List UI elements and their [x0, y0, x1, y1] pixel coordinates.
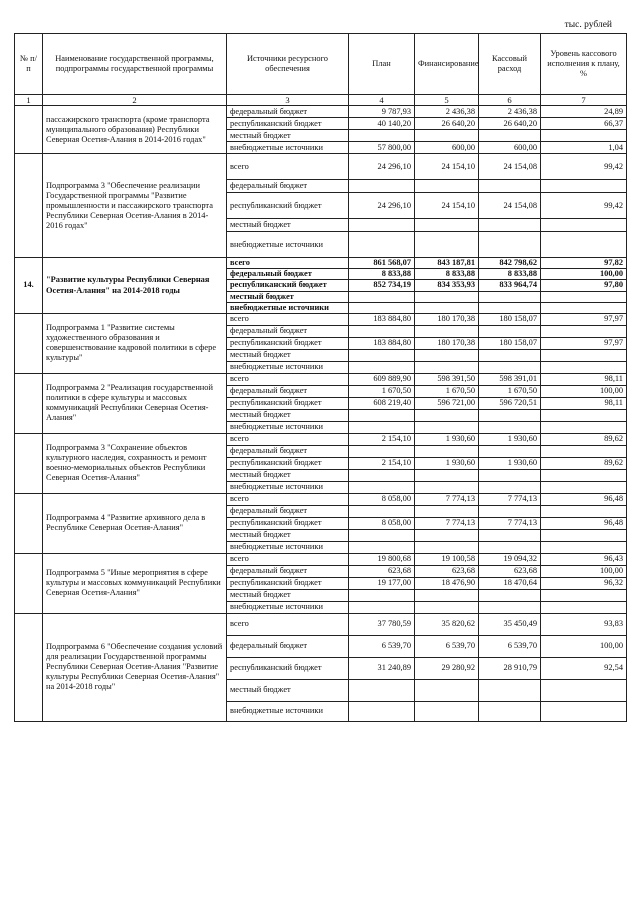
- level-cell: [541, 481, 627, 493]
- financing-cell: 598 391,50: [415, 373, 479, 385]
- plan-cell: [349, 679, 415, 701]
- plan-cell: [349, 219, 415, 232]
- plan-cell: 8 058,00: [349, 493, 415, 505]
- level-cell: 97,80: [541, 280, 627, 291]
- financing-cell: 180 170,38: [415, 313, 479, 325]
- financing-cell: 24 154,10: [415, 193, 479, 219]
- col-header-num: № п/п: [15, 34, 43, 95]
- financing-cell: 29 280,92: [415, 657, 479, 679]
- level-cell: 97,97: [541, 313, 627, 325]
- plan-cell: [349, 232, 415, 258]
- source-cell: внебюджетные источники: [227, 541, 349, 553]
- source-cell: федеральный бюджет: [227, 106, 349, 118]
- plan-cell: 8 058,00: [349, 517, 415, 529]
- source-cell: республиканский бюджет: [227, 517, 349, 529]
- cash-cell: 35 450,49: [479, 613, 541, 635]
- cash-cell: 842 798,62: [479, 258, 541, 269]
- level-cell: [541, 349, 627, 361]
- plan-cell: 609 889,90: [349, 373, 415, 385]
- level-cell: 100,00: [541, 385, 627, 397]
- level-cell: [541, 232, 627, 258]
- cash-cell: [479, 541, 541, 553]
- plan-cell: 861 568,07: [349, 258, 415, 269]
- source-cell: местный бюджет: [227, 589, 349, 601]
- level-cell: [541, 180, 627, 193]
- col-header-level: Уровень кассового исполнения к плану, %: [541, 34, 627, 95]
- financing-cell: [415, 409, 479, 421]
- source-cell: внебюджетные источники: [227, 701, 349, 721]
- financing-cell: [415, 589, 479, 601]
- source-cell: местный бюджет: [227, 349, 349, 361]
- row-number: [15, 313, 43, 373]
- source-cell: федеральный бюджет: [227, 565, 349, 577]
- plan-cell: 19 800,68: [349, 553, 415, 565]
- level-cell: 96,48: [541, 517, 627, 529]
- plan-cell: 40 140,20: [349, 118, 415, 130]
- table-row: [15, 373, 627, 385]
- column-number: 3: [227, 95, 349, 106]
- plan-cell: 37 780,59: [349, 613, 415, 635]
- level-cell: 99,42: [541, 193, 627, 219]
- plan-cell: 9 787,93: [349, 106, 415, 118]
- financing-cell: [415, 679, 479, 701]
- plan-cell: 31 240,89: [349, 657, 415, 679]
- row-number: [15, 553, 43, 613]
- cash-cell: 7 774,13: [479, 517, 541, 529]
- source-cell: внебюджетные источники: [227, 142, 349, 154]
- level-cell: [541, 130, 627, 142]
- financing-cell: 843 187,81: [415, 258, 479, 269]
- cash-cell: 6 539,70: [479, 635, 541, 657]
- col-header-name: Наименование государственной программы, подпрограммы государственной программы: [43, 34, 227, 95]
- level-cell: [541, 302, 627, 313]
- level-cell: 96,48: [541, 493, 627, 505]
- source-cell: федеральный бюджет: [227, 505, 349, 517]
- plan-cell: 623,68: [349, 565, 415, 577]
- plan-cell: [349, 481, 415, 493]
- plan-cell: [349, 589, 415, 601]
- cash-cell: [479, 601, 541, 613]
- plan-cell: 183 884,80: [349, 337, 415, 349]
- level-cell: [541, 601, 627, 613]
- table-row: [15, 154, 627, 180]
- source-cell: всего: [227, 373, 349, 385]
- source-cell: местный бюджет: [227, 529, 349, 541]
- cash-cell: 180 158,07: [479, 313, 541, 325]
- level-cell: 99,42: [541, 154, 627, 180]
- level-cell: 100,00: [541, 565, 627, 577]
- program-name: Подпрограмма 5 "Иные мероприятия в сфере культуры и массовых коммуникаций Республики Северная Осетия-Алания": [43, 553, 227, 613]
- row-number: [15, 433, 43, 493]
- table-row: [15, 258, 627, 269]
- financing-cell: [415, 481, 479, 493]
- source-cell: местный бюджет: [227, 469, 349, 481]
- plan-cell: 608 219,40: [349, 397, 415, 409]
- level-cell: 89,62: [541, 457, 627, 469]
- cash-cell: [479, 701, 541, 721]
- column-number: 4: [349, 95, 415, 106]
- plan-cell: [349, 505, 415, 517]
- execution-table: [14, 33, 627, 722]
- financing-cell: 19 100,58: [415, 553, 479, 565]
- cash-cell: [479, 349, 541, 361]
- financing-cell: [415, 601, 479, 613]
- plan-cell: 183 884,80: [349, 313, 415, 325]
- level-cell: 66,37: [541, 118, 627, 130]
- financing-cell: 1 930,60: [415, 433, 479, 445]
- source-cell: внебюджетные источники: [227, 481, 349, 493]
- source-cell: местный бюджет: [227, 679, 349, 701]
- source-cell: республиканский бюджет: [227, 657, 349, 679]
- cash-cell: [479, 469, 541, 481]
- plan-cell: [349, 421, 415, 433]
- source-cell: всего: [227, 553, 349, 565]
- level-cell: 97,82: [541, 258, 627, 269]
- cash-cell: [479, 481, 541, 493]
- financing-cell: [415, 325, 479, 337]
- level-cell: [541, 529, 627, 541]
- level-cell: 89,62: [541, 433, 627, 445]
- cash-cell: 598 391,01: [479, 373, 541, 385]
- financing-cell: 2 436,38: [415, 106, 479, 118]
- level-cell: 1,04: [541, 142, 627, 154]
- source-cell: федеральный бюджет: [227, 325, 349, 337]
- level-cell: [541, 589, 627, 601]
- financing-cell: 1 930,60: [415, 457, 479, 469]
- plan-cell: 57 800,00: [349, 142, 415, 154]
- program-name: Подпрограмма 6 "Обеспечение создания условий для реализации Государственной программы Республики Северная Осетия-Алания "Развитие культуры Республики Северная Осетия-Алания" на 2014-2018 годы": [43, 613, 227, 721]
- table-row: [15, 106, 627, 118]
- level-cell: 93,83: [541, 613, 627, 635]
- financing-cell: [415, 541, 479, 553]
- source-cell: внебюджетные источники: [227, 232, 349, 258]
- level-cell: [541, 469, 627, 481]
- level-cell: [541, 701, 627, 721]
- plan-cell: [349, 529, 415, 541]
- source-cell: федеральный бюджет: [227, 445, 349, 457]
- source-cell: местный бюджет: [227, 219, 349, 232]
- financing-cell: [415, 232, 479, 258]
- row-number: [15, 373, 43, 433]
- cash-cell: [479, 445, 541, 457]
- cash-cell: [479, 529, 541, 541]
- program-name: Подпрограмма 4 "Развитие архивного дела в Республике Северная Осетия-Алания": [43, 493, 227, 553]
- cash-cell: 24 154,08: [479, 193, 541, 219]
- cash-cell: [479, 180, 541, 193]
- cash-cell: 596 720,51: [479, 397, 541, 409]
- row-number: 14.: [15, 258, 43, 313]
- cash-cell: 1 930,60: [479, 433, 541, 445]
- column-number: 2: [43, 95, 227, 106]
- plan-cell: [349, 130, 415, 142]
- cash-cell: 180 158,07: [479, 337, 541, 349]
- column-number: 1: [15, 95, 43, 106]
- financing-cell: [415, 701, 479, 721]
- level-cell: [541, 219, 627, 232]
- program-name: Подпрограмма 2 "Реализация государственной политики в сфере культуры и массовых коммуникаций Республики Северная Осетия-Алания": [43, 373, 227, 433]
- plan-cell: [349, 302, 415, 313]
- cash-cell: [479, 409, 541, 421]
- cash-cell: [479, 219, 541, 232]
- unit-label: тыс. рублей: [564, 20, 612, 30]
- level-cell: [541, 421, 627, 433]
- column-number: 7: [541, 95, 627, 106]
- source-cell: республиканский бюджет: [227, 118, 349, 130]
- financing-cell: [415, 469, 479, 481]
- level-cell: 98,11: [541, 397, 627, 409]
- plan-cell: 6 539,70: [349, 635, 415, 657]
- cash-cell: 19 094,32: [479, 553, 541, 565]
- cash-cell: 1 670,50: [479, 385, 541, 397]
- source-cell: местный бюджет: [227, 409, 349, 421]
- source-cell: республиканский бюджет: [227, 193, 349, 219]
- plan-cell: [349, 701, 415, 721]
- row-number: [15, 154, 43, 258]
- plan-cell: 24 296,10: [349, 154, 415, 180]
- plan-cell: 19 177,00: [349, 577, 415, 589]
- source-cell: республиканский бюджет: [227, 337, 349, 349]
- plan-cell: 8 833,88: [349, 269, 415, 280]
- financing-cell: [415, 505, 479, 517]
- cash-cell: 623,68: [479, 565, 541, 577]
- table-row: [15, 613, 627, 635]
- table-row: [15, 493, 627, 505]
- financing-cell: [415, 361, 479, 373]
- source-cell: федеральный бюджет: [227, 269, 349, 280]
- source-cell: местный бюджет: [227, 130, 349, 142]
- level-cell: 24,89: [541, 106, 627, 118]
- source-cell: федеральный бюджет: [227, 635, 349, 657]
- plan-cell: 24 296,10: [349, 193, 415, 219]
- financing-cell: 1 670,50: [415, 385, 479, 397]
- plan-cell: [349, 180, 415, 193]
- financing-cell: [415, 445, 479, 457]
- level-cell: 97,97: [541, 337, 627, 349]
- financing-cell: 180 170,38: [415, 337, 479, 349]
- col-header-source: Источники ресурсного обеспечения: [227, 34, 349, 95]
- plan-cell: [349, 445, 415, 457]
- cash-cell: [479, 505, 541, 517]
- cash-cell: [479, 589, 541, 601]
- plan-cell: 2 154,10: [349, 457, 415, 469]
- level-cell: 92,54: [541, 657, 627, 679]
- cash-cell: 18 470,64: [479, 577, 541, 589]
- financing-cell: 834 353,93: [415, 280, 479, 291]
- plan-cell: [349, 349, 415, 361]
- financing-cell: [415, 130, 479, 142]
- plan-cell: 2 154,10: [349, 433, 415, 445]
- source-cell: всего: [227, 613, 349, 635]
- level-cell: [541, 505, 627, 517]
- cash-cell: 2 436,38: [479, 106, 541, 118]
- financing-cell: 7 774,13: [415, 517, 479, 529]
- program-name: пассажирского транспорта (кроме транспорта муниципального образования) Республики Северная Осетия-Алания в 2014-2016 годах": [43, 106, 227, 154]
- level-cell: [541, 409, 627, 421]
- cash-cell: [479, 361, 541, 373]
- cash-cell: [479, 421, 541, 433]
- cash-cell: [479, 130, 541, 142]
- cash-cell: [479, 291, 541, 302]
- source-cell: республиканский бюджет: [227, 280, 349, 291]
- financing-cell: [415, 219, 479, 232]
- column-number: 6: [479, 95, 541, 106]
- financing-cell: 8 833,88: [415, 269, 479, 280]
- level-cell: [541, 361, 627, 373]
- financing-cell: [415, 421, 479, 433]
- source-cell: местный бюджет: [227, 291, 349, 302]
- plan-cell: [349, 601, 415, 613]
- row-number: [15, 493, 43, 553]
- financing-cell: 35 820,62: [415, 613, 479, 635]
- cash-cell: [479, 232, 541, 258]
- source-cell: всего: [227, 258, 349, 269]
- program-name: Подпрограмма 3 "Обеспечение реализации Государственной программы "Развитие промышленности и пассажирского транспорта Республики Северная Осетия-Алания в 2014-2016 годах": [43, 154, 227, 258]
- financing-cell: [415, 529, 479, 541]
- program-name: Подпрограмма 3 "Сохранение объектов культурного наследия, сохранность и ремонт военно-мемориальных объектов Республики Северная Осетия-Алания": [43, 433, 227, 493]
- level-cell: 100,00: [541, 635, 627, 657]
- col-header-cash: Кассовый расход: [479, 34, 541, 95]
- financing-cell: 24 154,10: [415, 154, 479, 180]
- source-cell: республиканский бюджет: [227, 457, 349, 469]
- source-cell: всего: [227, 154, 349, 180]
- col-header-plan: План: [349, 34, 415, 95]
- plan-cell: 852 734,19: [349, 280, 415, 291]
- level-cell: [541, 445, 627, 457]
- source-cell: республиканский бюджет: [227, 577, 349, 589]
- plan-cell: [349, 541, 415, 553]
- financing-cell: 623,68: [415, 565, 479, 577]
- table-row: [15, 433, 627, 445]
- column-number-row: [15, 95, 627, 106]
- cash-cell: 7 774,13: [479, 493, 541, 505]
- financing-cell: 600,00: [415, 142, 479, 154]
- level-cell: 100,00: [541, 269, 627, 280]
- cash-cell: 28 910,79: [479, 657, 541, 679]
- financing-cell: 6 539,70: [415, 635, 479, 657]
- program-name: Подпрограмма 1 "Развитие системы художественного образования и совершенствование кадровой политики в сфере культуры": [43, 313, 227, 373]
- plan-cell: [349, 469, 415, 481]
- row-number: [15, 106, 43, 154]
- level-cell: [541, 291, 627, 302]
- source-cell: внебюджетные источники: [227, 601, 349, 613]
- level-cell: [541, 325, 627, 337]
- source-cell: внебюджетные источники: [227, 421, 349, 433]
- financing-cell: 26 640,20: [415, 118, 479, 130]
- level-cell: 96,43: [541, 553, 627, 565]
- cash-cell: 600,00: [479, 142, 541, 154]
- col-header-financing: Финансирование: [415, 34, 479, 95]
- level-cell: [541, 541, 627, 553]
- source-cell: всего: [227, 433, 349, 445]
- financing-cell: 7 774,13: [415, 493, 479, 505]
- source-cell: федеральный бюджет: [227, 180, 349, 193]
- column-number: 5: [415, 95, 479, 106]
- source-cell: всего: [227, 313, 349, 325]
- plan-cell: [349, 325, 415, 337]
- cash-cell: [479, 679, 541, 701]
- row-number: [15, 613, 43, 721]
- level-cell: [541, 679, 627, 701]
- cash-cell: [479, 325, 541, 337]
- financing-cell: [415, 302, 479, 313]
- financing-cell: 596 721,00: [415, 397, 479, 409]
- plan-cell: [349, 291, 415, 302]
- financing-cell: 18 476,90: [415, 577, 479, 589]
- program-name: "Развитие культуры Республики Северная Осетия-Алания" на 2014-2018 годы: [43, 258, 227, 313]
- source-cell: республиканский бюджет: [227, 397, 349, 409]
- source-cell: всего: [227, 493, 349, 505]
- financing-cell: [415, 349, 479, 361]
- source-cell: федеральный бюджет: [227, 385, 349, 397]
- table-body: [15, 106, 627, 721]
- plan-cell: [349, 361, 415, 373]
- plan-cell: 1 670,50: [349, 385, 415, 397]
- table-row: [15, 553, 627, 565]
- source-cell: внебюджетные источники: [227, 361, 349, 373]
- level-cell: 98,11: [541, 373, 627, 385]
- cash-cell: 26 640,20: [479, 118, 541, 130]
- cash-cell: [479, 302, 541, 313]
- financing-cell: [415, 180, 479, 193]
- cash-cell: 24 154,08: [479, 154, 541, 180]
- financing-cell: [415, 291, 479, 302]
- plan-cell: [349, 409, 415, 421]
- cash-cell: 8 833,88: [479, 269, 541, 280]
- header-row: [15, 34, 627, 95]
- cash-cell: 833 964,74: [479, 280, 541, 291]
- cash-cell: 1 930,60: [479, 457, 541, 469]
- table-row: [15, 313, 627, 325]
- source-cell: внебюджетные источники: [227, 302, 349, 313]
- level-cell: 96,32: [541, 577, 627, 589]
